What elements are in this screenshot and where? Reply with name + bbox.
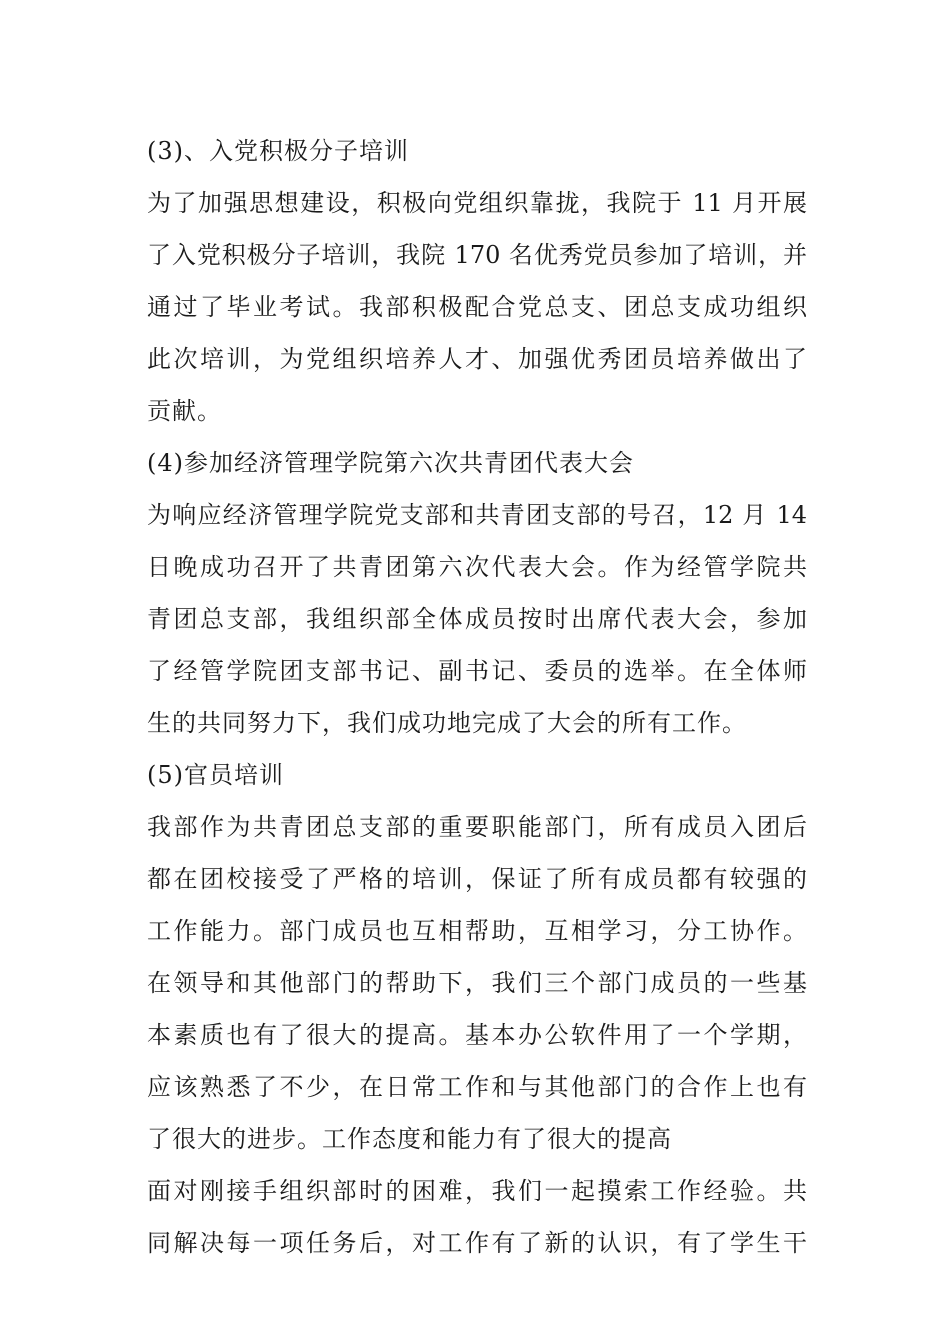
text-line: 应该熟悉了不少，在日常工作和与其他部门的合作上也有 xyxy=(147,1073,807,1101)
text-line: 通过了毕业考试。我部积极配合党总支、团总支成功组织 xyxy=(147,293,807,321)
text-line: 了很大的进步。工作态度和能力有了很大的提高 xyxy=(147,1125,672,1153)
text-line: (5)官员培训 xyxy=(147,761,284,789)
text-line: 为了加强思想建设，积极向党组织靠拢，我院于 11 月开展 xyxy=(147,189,807,217)
text-line: 本素质也有了很大的提高。基本办公软件用了一个学期， xyxy=(147,1021,807,1049)
document-page xyxy=(147,125,807,1269)
text-line: 了经管学院团支部书记、副书记、委员的选举。在全体师 xyxy=(147,657,807,685)
text-line: 生的共同努力下，我们成功地完成了大会的所有工作。 xyxy=(147,709,747,737)
text-line: 工作能力。部门成员也互相帮助，互相学习，分工协作。 xyxy=(147,917,807,945)
text-line: 面对刚接手组织部时的困难，我们一起摸索工作经验。共 xyxy=(147,1177,807,1205)
text-line: 贡献。 xyxy=(147,397,222,425)
text-line: 我部作为共青团总支部的重要职能部门，所有成员入团后 xyxy=(147,813,807,841)
text-line: (4)参加经济管理学院第六次共青团代表大会 xyxy=(147,449,634,477)
text-line: 了入党积极分子培训，我院 170 名优秀党员参加了培训，并 xyxy=(147,241,807,269)
text-line: 此次培训，为党组织培养人才、加强优秀团员培养做出了 xyxy=(147,345,807,373)
text-line: 为响应经济管理学院党支部和共青团支部的号召，12 月 14 xyxy=(147,501,807,529)
text-line: (3)、入党积极分子培训 xyxy=(147,137,409,165)
text-line: 青团总支部，我组织部全体成员按时出席代表大会，参加 xyxy=(147,605,807,633)
text-line: 同解决每一项任务后，对工作有了新的认识，有了学生干 xyxy=(147,1229,807,1257)
text-line: 都在团校接受了严格的培训，保证了所有成员都有较强的 xyxy=(147,865,807,893)
text-line: 日晚成功召开了共青团第六次代表大会。作为经管学院共 xyxy=(147,553,807,581)
text-line: 在领导和其他部门的帮助下，我们三个部门成员的一些基 xyxy=(147,969,807,997)
